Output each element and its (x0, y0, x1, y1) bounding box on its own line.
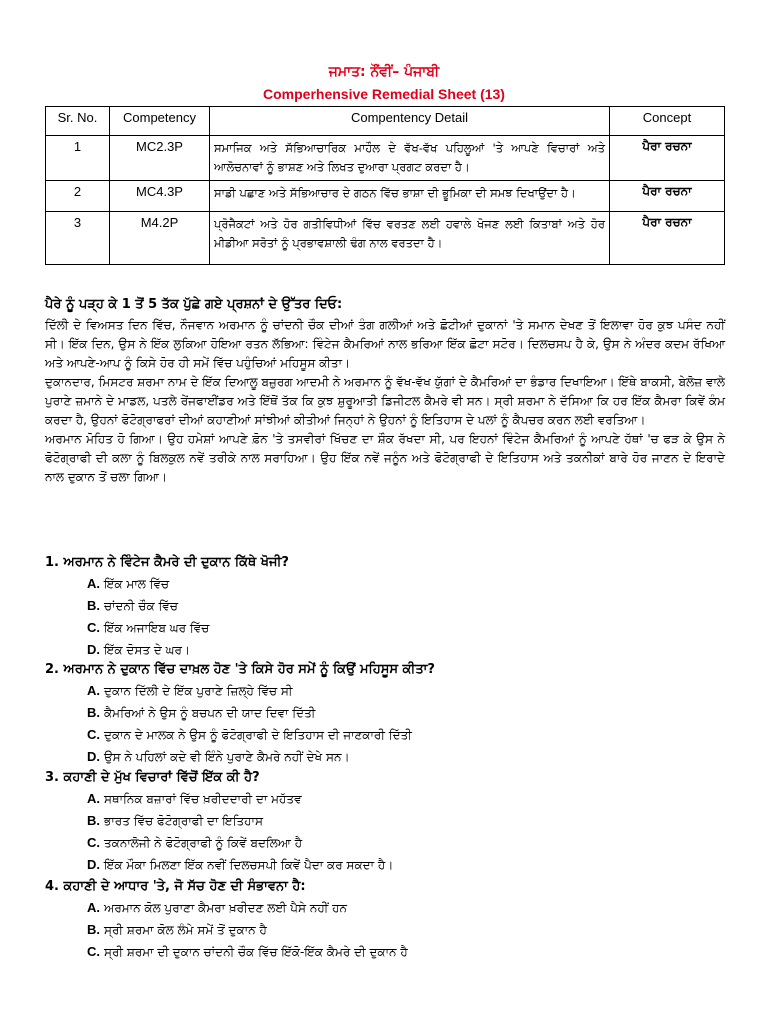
option-label: C. (87, 727, 100, 742)
reading-instruction: ਪੈਰੇ ਨੂੰ ਪੜ੍ਹ ਕੇ 1 ਤੋਂ 5 ਤੱਕ ਪੁੱਛੇ ਗਏ ਪ੍ਰਸ਼ਨਾਂ ਦੇ ਉੱਤਰ ਦਿਓ: (45, 297, 343, 312)
cell-competency-detail: ਸਾਡੀ ਪਛਾਣ ਅਤੇ ਸੱਭਿਆਚਾਰ ਦੇ ਗਠਨ ਵਿੱਚ ਭਾਸ਼ਾ ਦੀ ਭੂਮਿਕਾ ਦੀ ਸਮਝ ਦਿਖਾਉਂਦਾ ਹੈ। (210, 181, 610, 212)
cell-concept: ਪੈਰਾ ਰਚਨਾ (610, 212, 725, 265)
header-sr-no: Sr. No. (46, 107, 110, 136)
option-text: ਸਥਾਨਿਕ ਬਜ਼ਾਰਾਂ ਵਿੱਚ ਖ਼ਰੀਦਦਾਰੀ ਦਾ ਮਹੱਤਵ (104, 792, 302, 806)
answer-option (45, 832, 725, 854)
question-text: 3. ਕਹਾਣੀ ਦੇ ਮੁੱਖ ਵਿਚਾਰਾਂ ਵਿੱਚੋਂ ਇੱਕ ਕੀ ਹੈ? (45, 770, 260, 785)
question-block (45, 768, 725, 876)
header-competency-detail: Compentency Detail (210, 107, 610, 136)
answer-option (45, 897, 725, 919)
option-label: D. (87, 749, 100, 764)
option-text: ਦੁਕਾਨ ਦਿੱਲੀ ਦੇ ਇੱਕ ਪੁਰਾਣੇ ਜ਼ਿਲ੍ਹੇ ਵਿੱਚ ਸੀ (104, 684, 293, 698)
cell-sr-no: 3 (46, 212, 110, 265)
option-text: ਦੁਕਾਨ ਦੇ ਮਾਲਕ ਨੇ ਉਸ ਨੂੰ ਫੋਟੋਗ੍ਰਾਫੀ ਦੇ ਇਤਿਹਾਸ ਦੀ ਜਾਣਕਾਰੀ ਦਿੱਤੀ (104, 728, 412, 742)
answer-option (45, 941, 725, 963)
option-text: ਭਾਰਤ ਵਿੱਚ ਫੋਟੋਗ੍ਰਾਫੀ ਦਾ ਇਤਿਹਾਸ (104, 814, 263, 828)
option-text: ਇੱਕ ਮੌਕਾ ਮਿਲਣਾ ਇੱਕ ਨਵੀਂ ਦਿਲਚਸਪੀ ਕਿਵੇਂ ਪੈਦਾ ਕਰ ਸਕਦਾ ਹੈ। (104, 858, 394, 872)
sheet-title: Comperhensive Remedial Sheet (13) (263, 86, 505, 102)
table-row (46, 181, 725, 212)
option-label: A. (87, 576, 100, 591)
class-title: ਜਮਾਤ: ਨੌਂਵੀਂ– ਪੰਜਾਬੀ (328, 64, 440, 80)
question-text: 2. ਅਰਮਾਨ ਨੇ ਦੁਕਾਨ ਵਿੱਚ ਦਾਖ਼ਲ ਹੋਣ 'ਤੇ ਕਿਸੇ ਹੋਰ ਸਮੇਂ ਨੂੰ ਕਿਉਂ ਮਹਿਸੂਸ ਕੀਤਾ? (45, 662, 435, 677)
option-text: ਸ੍ਰੀ ਸ਼ਰਮਾ ਕੋਲ ਲੰਮੇ ਸਮੇਂ ਤੋਂ ਦੁਕਾਨ ਹੈ (104, 923, 267, 937)
option-label: D. (87, 857, 100, 872)
option-label: B. (87, 598, 100, 613)
cell-competency-detail: ਪ੍ਰੋਜੈਕਟਾਂ ਅਤੇ ਹੋਰ ਗਤੀਵਿਧੀਆਂ ਵਿੱਚ ਵਰਤਣ ਲਈ ਹਵਾਲੇ ਖੋਜਣ ਲਈ ਕਿਤਾਬਾਂ ਅਤੇ ਹੋਰ ਮੀਡੀਆ ਸਰੋਤਾਂ ਨੂੰ ਪ੍ਰਭਾਵਸ਼ਾਲੀ ਢੰਗ ਨਾਲ ਵਰਤਦਾ ਹੈ। (210, 212, 610, 265)
option-label: B. (87, 813, 100, 828)
option-label: B. (87, 705, 100, 720)
passage-paragraph: ਅਰਮਾਨ ਮੋਹਿਤ ਹੋ ਗਿਆ। ਉਹ ਹਮੇਸ਼ਾਂ ਆਪਣੇ ਫ਼ੋਨ 'ਤੇ ਤਸਵੀਰਾਂ ਖਿੱਚਣ ਦਾ ਸ਼ੌਕ ਰੱਖਦਾ ਸੀ, ਪਰ ਇਹਨਾਂ ਵਿੰਟੇਜ ਕੈਮਰਿਆਂ ਨੂੰ ਆਪਣੇ ਹੱਥਾਂ 'ਚ ਫੜ ਕੇ ਉਸ ਨੇ ਫੋਟੋਗ੍ਰਾਫੀ ਦੀ ਕਲਾ ਨੂੰ ਬਿਲਕੁਲ ਨਵੇਂ ਤਰੀਕੇ ਨਾਲ ਸਰਾਹਿਆ। ਉਹ ਇੱਕ ਨਵੇਂ ਜਨੂੰਨ ਅਤੇ ਫੋਟੋਗ੍ਰਾਫੀ ਦੇ ਇਤਿਹਾਸ ਅਤੇ ਤਕਨੀਕਾਂ ਬਾਰੇ ਹੋਰ ਜਾਣਨ ਦੇ ਇਰਾਦੇ ਨਾਲ ਦੁਕਾਨ ਤੋਂ ਚਲਾ ਗਿਆ। (45, 432, 725, 484)
cell-competency: MC4.3P (110, 181, 210, 212)
passage-paragraph: ਦਿੱਲੀ ਦੇ ਵਿਅਸਤ ਦਿਨ ਵਿੱਚ, ਨੌਜਵਾਨ ਅਰਮਾਨ ਨੂੰ ਚਾਂਦਨੀ ਚੌਕ ਦੀਆਂ ਤੰਗ ਗਲੀਆਂ ਅਤੇ ਛੋਟੀਆਂ ਦੁਕਾਨਾਂ 'ਤੇ ਸਮਾਨ ਦੇਖਣ ਤੋਂ ਇਲਾਵਾ ਹੋਰ ਕੁਝ ਪਸੰਦ ਨਹੀਂ ਸੀ। ਇੱਕ ਦਿਨ, ਉਸ ਨੇ ਇੱਕ ਲੁਕਿਆ ਹੋਇਆ ਰਤਨ ਲੱਭਿਆ: ਵਿੰਟੇਜ ਕੈਮਰਿਆਂ ਨਾਲ ਭਰਿਆ ਇੱਕ ਛੋਟਾ ਸਟੋਰ। ਦਿਲਚਸਪ ਹੈ ਕੇ, ਉਸ ਨੇ ਅੰਦਰ ਕਦਮ ਰੱਖਿਆ ਅਤੇ ਆਪਣੇ-ਆਪ ਨੂੰ ਕਿਸੇ ਹੋਰ ਹੀ ਸਮੇਂ ਵਿੱਚ ਪਹੁੰਚਿਆਂ ਮਹਿਸੂਸ ਕੀਤਾ। (45, 318, 725, 370)
option-text: ਕੈਮਰਿਆਂ ਨੇ ਉਸ ਨੂੰ ਬਚਪਨ ਦੀ ਯਾਦ ਦਿਵਾ ਦਿੱਤੀ (104, 706, 316, 720)
answer-option (45, 854, 725, 876)
question-text: 4. ਕਹਾਣੀ ਦੇ ਆਧਾਰ 'ਤੇ, ਜੋ ਸੱਚ ਹੋਣ ਦੀ ਸੰਭਾਵਨਾ ਹੈ: (45, 879, 306, 894)
option-label: D. (87, 642, 100, 657)
reading-passage (45, 316, 725, 487)
answer-option (45, 680, 725, 702)
option-text: ਸ੍ਰੀ ਸ਼ਰਮਾ ਦੀ ਦੁਕਾਨ ਚਾਂਦਨੀ ਚੌਕ ਵਿੱਚ ਇੱਕੋ-ਇੱਕ ਕੈਮਰੇ ਦੀ ਦੁਕਾਨ ਹੈ (104, 945, 408, 959)
option-label: C. (87, 944, 100, 959)
option-label: C. (87, 620, 100, 635)
cell-competency-detail: ਸਮਾਜਿਕ ਅਤੇ ਸੱਭਿਆਚਾਰਿਕ ਮਾਹੌਲ ਦੇ ਵੱਖ-ਵੱਖ ਪਹਿਲੂਆਂ 'ਤੇ ਆਪਣੇ ਵਿਚਾਰਾਂ ਅਤੇ ਆਲੋਚਨਾਵਾਂ ਨੂੰ ਭਾਸ਼ਣ ਅਤੇ ਲਿਖਤ ਦੁਆਰਾ ਪ੍ਰਗਟ ਕਰਦਾ ਹੈ। (210, 136, 610, 181)
option-text: ਇੱਕ ਅਜਾਇਬ ਘਰ ਵਿੱਚ (104, 621, 210, 635)
answer-option (45, 810, 725, 832)
cell-sr-no: 2 (46, 181, 110, 212)
option-text: ਅਰਮਾਨ ਕੋਲ ਪੁਰਾਣਾ ਕੈਮਰਾ ਖ਼ਰੀਦਣ ਲਈ ਪੈਸੇ ਨਹੀਂ ਹਨ (104, 901, 347, 915)
answer-option (45, 617, 725, 639)
answer-option (45, 788, 725, 810)
header-competency: Competency (110, 107, 210, 136)
answer-option (45, 919, 725, 941)
header-concept: Concept (610, 107, 725, 136)
answer-option (45, 595, 725, 617)
option-label: B. (87, 922, 100, 937)
table-row (46, 136, 725, 181)
option-label: A. (87, 683, 100, 698)
question-text: 1. ਅਰਮਾਨ ਨੇ ਵਿੰਟੇਜ ਕੈਮਰੇ ਦੀ ਦੁਕਾਨ ਕਿੱਥੇ ਖੋਜੀ? (45, 555, 289, 570)
cell-sr-no: 1 (46, 136, 110, 181)
answer-option (45, 746, 725, 768)
question-block (45, 553, 725, 661)
option-text: ਇੱਕ ਦੋਸਤ ਦੇ ਘਰ। (104, 643, 191, 657)
option-text: ਤਕਨਾਲੋਜੀ ਨੇ ਫੋਟੋਗ੍ਰਾਫੀ ਨੂੰ ਕਿਵੇਂ ਬਦਲਿਆ ਹੈ (104, 836, 303, 850)
question-block (45, 660, 725, 768)
option-text: ਇੱਕ ਮਾਲ ਵਿੱਚ (104, 577, 170, 591)
option-label: A. (87, 791, 100, 806)
question-block (45, 877, 725, 963)
option-label: A. (87, 900, 100, 915)
table-row (46, 212, 725, 265)
answer-option (45, 573, 725, 595)
option-text: ਉਸ ਨੇ ਪਹਿਲਾਂ ਕਦੇ ਵੀ ਇੰਨੇ ਪੁਰਾਣੇ ਕੈਮਰੇ ਨਹੀਂ ਦੇਖੇ ਸਨ। (104, 750, 350, 764)
table-header-row (46, 107, 725, 136)
answer-option (45, 639, 725, 661)
option-text: ਚਾਂਦਨੀ ਚੌਕ ਵਿੱਚ (104, 599, 178, 613)
passage-paragraph: ਦੁਕਾਨਦਾਰ, ਮਿਸਟਰ ਸ਼ਰਮਾ ਨਾਮ ਦੇ ਇੱਕ ਦਿਆਲੂ ਬਜ਼ੁਰਗ ਆਦਮੀ ਨੇ ਅਰਮਾਨ ਨੂੰ ਵੱਖ-ਵੱਖ ਯੁੱਗਾਂ ਦੇ ਕੈਮਰਿਆਂ ਦਾ ਭੰਡਾਰ ਦਿਖਾਇਆ। ਇੱਥੇ ਬਾਕਸੀ, ਬੇਲੋਜ਼ ਵਾਲੇ ਪੁਰਾਣੇ ਜ਼ਮਾਨੇ ਦੇ ਮਾਡਲ, ਪਤਲੇ ਰੇਂਜਫਾਈਂਡਰ ਅਤੇ ਇੱਥੋਂ ਤੱਕ ਕਿ ਕੁਝ ਸ਼ੁਰੂਆਤੀ ਡਿਜੀਟਲ ਕੈਮਰੇ ਵੀ ਸਨ। ਸ੍ਰੀ ਸ਼ਰਮਾ ਨੇ ਦੱਸਿਆ ਕਿ ਹਰ ਇੱਕ ਕੈਮਰਾ ਕਿਵੇਂ ਕੰਮ ਕਰਦਾ ਹੈ, ਉਹਨਾਂ ਫੋਟੋਗ੍ਰਾਫਰਾਂ ਦੀਆਂ ਕਹਾਣੀਆਂ ਸਾਂਝੀਆਂ ਕੀਤੀਆਂ ਜਿਨ੍ਹਾਂ ਨੇ ਉਹਨਾਂ ਨੂੰ ਇਤਿਹਾਸ ਦੇ ਪਲਾਂ ਨੂੰ ਕੈਪਚਰ ਕਰਨ ਲਈ ਵਰਤਿਆ। (45, 375, 725, 427)
answer-option (45, 724, 725, 746)
competency-table (45, 106, 725, 265)
option-label: C. (87, 835, 100, 850)
cell-competency: M4.2P (110, 212, 210, 265)
cell-concept: ਪੈਰਾ ਰਚਨਾ (610, 181, 725, 212)
cell-competency: MC2.3P (110, 136, 210, 181)
answer-option (45, 702, 725, 724)
cell-concept: ਪੈਰਾ ਰਚਨਾ (610, 136, 725, 181)
